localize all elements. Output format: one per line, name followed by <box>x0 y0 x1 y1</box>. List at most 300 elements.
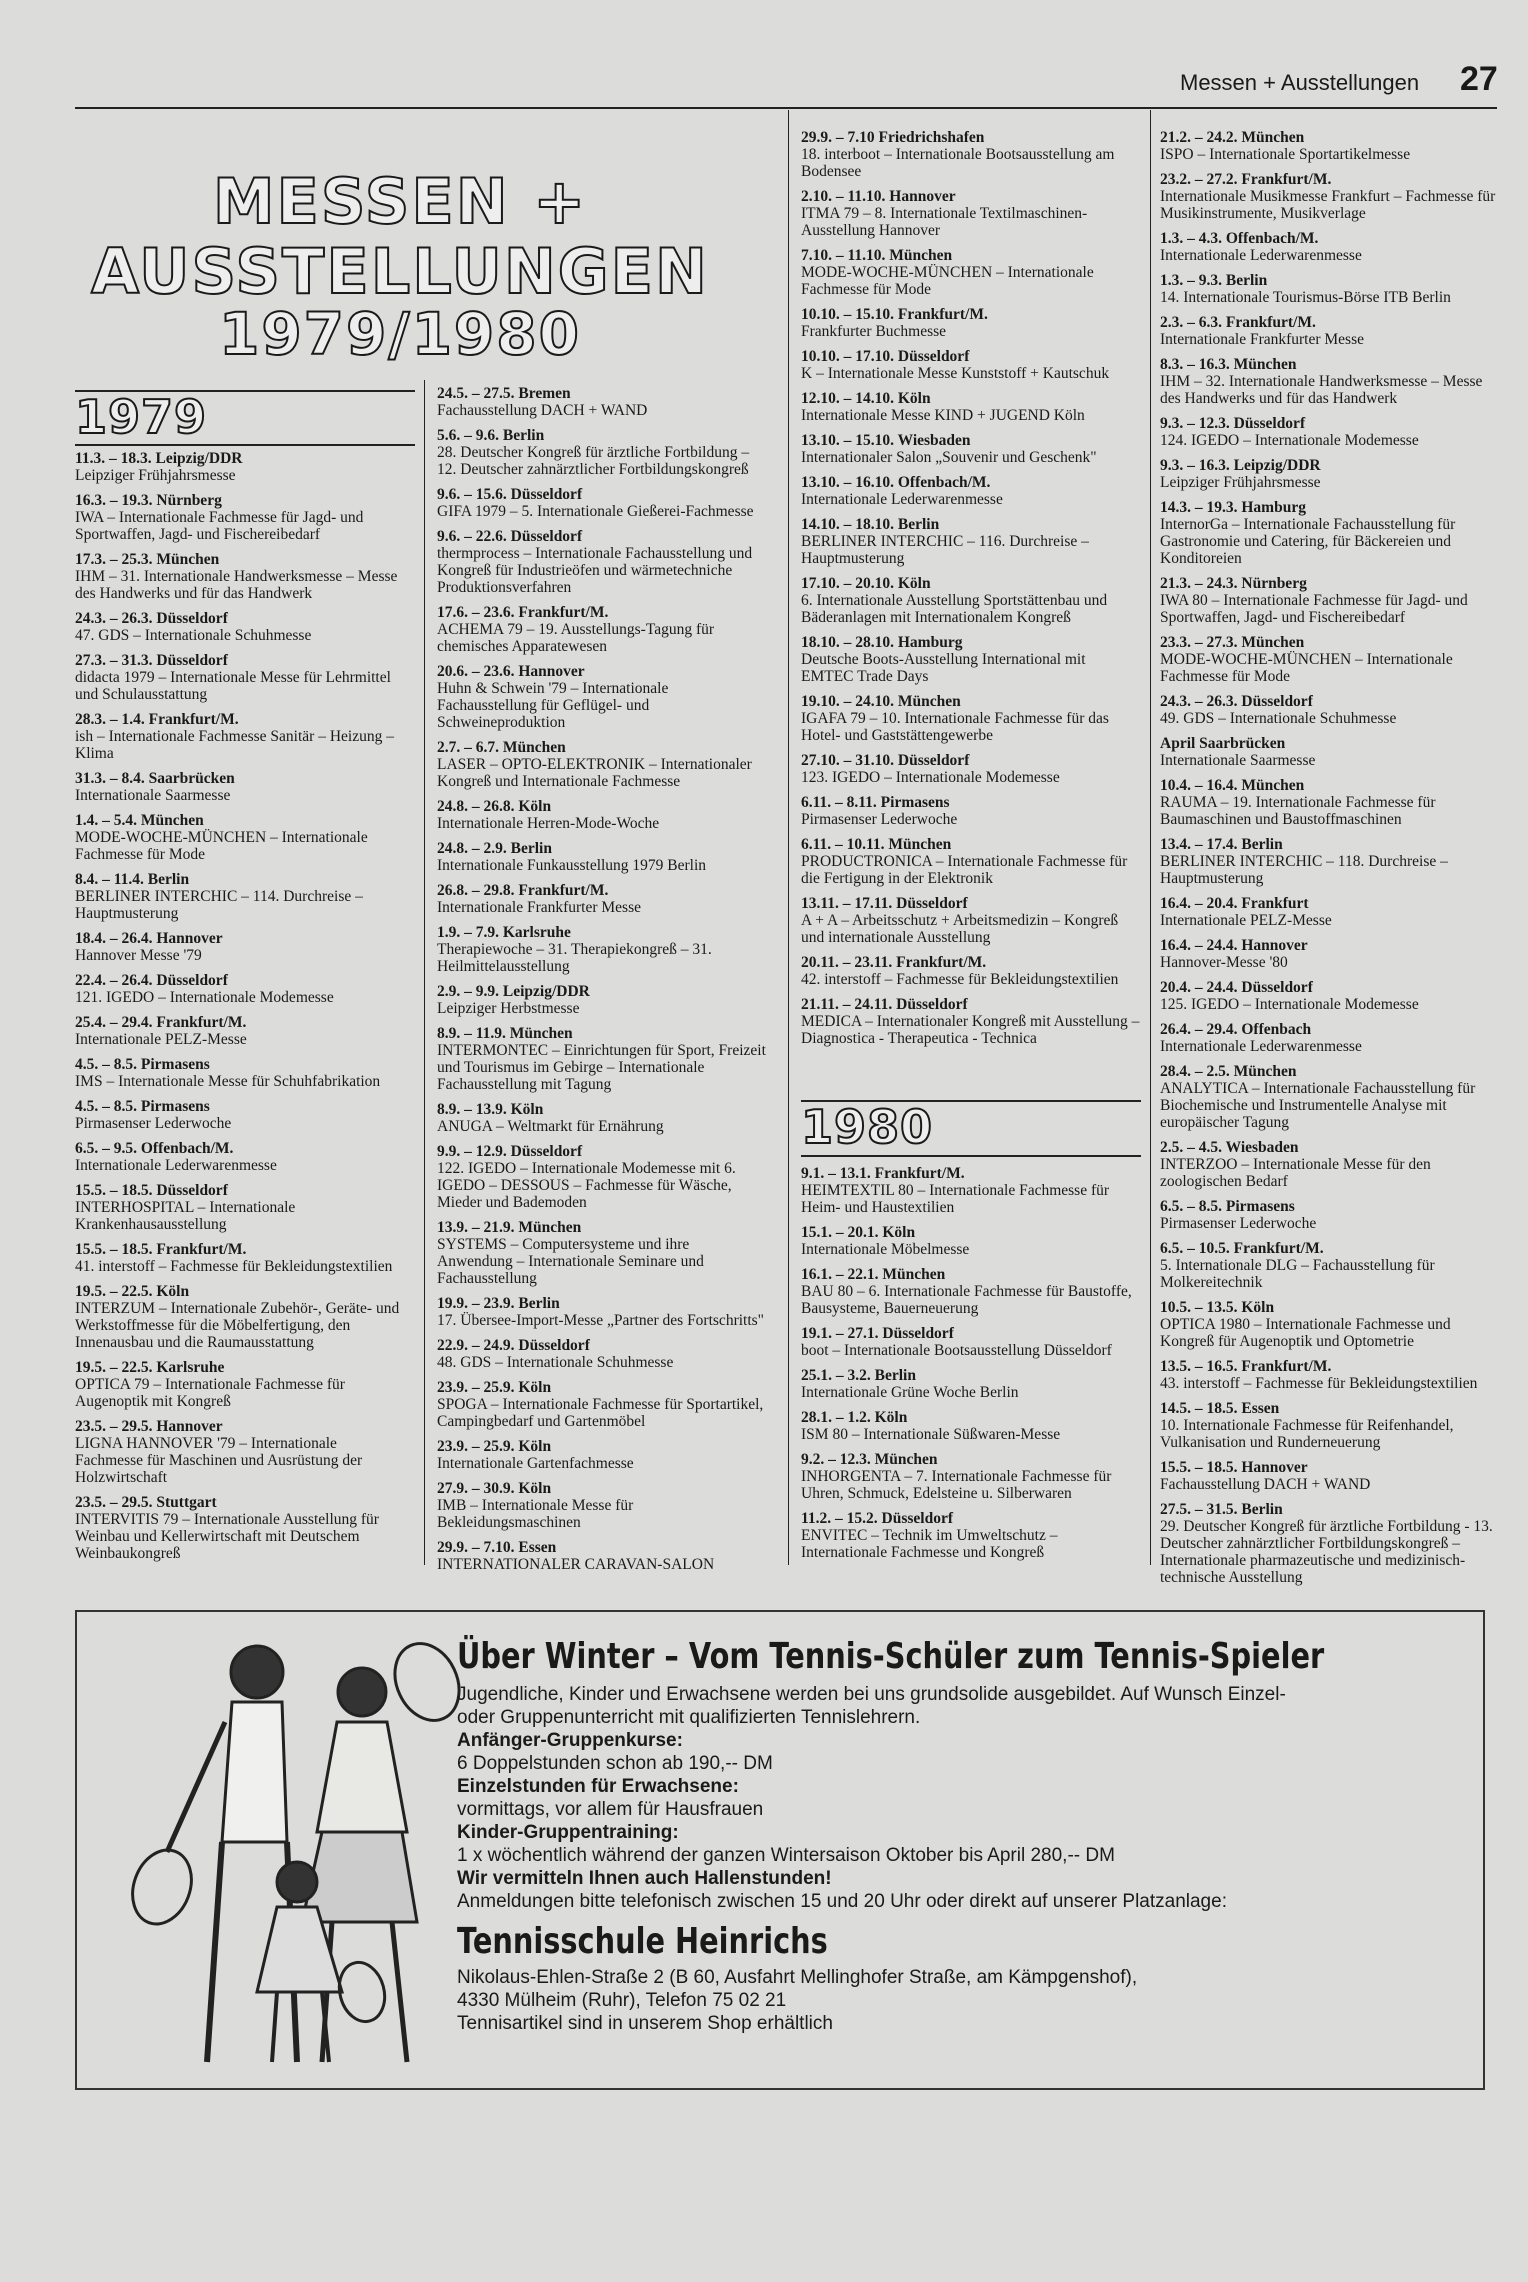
fair-entry <box>801 1165 1141 1216</box>
fair-date-location: 1.4. – 5.4. München <box>75 812 204 829</box>
fair-description: 18. interboot – Internationale Bootsausstellung am Bodensee <box>801 146 1115 180</box>
fair-date-location: 28.3. – 1.4. Frankfurt/M. <box>75 711 239 728</box>
fair-entry <box>801 188 1141 239</box>
fair-entry <box>801 348 1141 382</box>
fair-description: ENVITEC – Technik im Umweltschutz – Internationale Fachmesse und Kongreß <box>801 1527 1058 1561</box>
fair-date-location: 16.1. – 22.1. München <box>801 1266 946 1283</box>
fair-date-location: 19.1. – 27.1. Düsseldorf <box>801 1325 954 1342</box>
fair-entry <box>437 882 767 916</box>
tennis-advertisement <box>75 1610 1485 2090</box>
fair-description: ish – Internationale Fachmesse Sanitär – Heizung – Klima <box>75 728 394 762</box>
fair-date-location: 25.1. – 3.2. Berlin <box>801 1367 916 1384</box>
fair-description: Internationale Musikmesse Frankfurt – Fachmesse für Musikinstrumente, Musikverlage <box>1160 188 1496 222</box>
fair-entry <box>1160 777 1500 828</box>
fair-description: Internationale Frankfurter Messe <box>1160 331 1365 348</box>
fair-description: INTERMONTEC – Einrichtungen für Sport, Freizeit und Tourismus im Gebirge – Internationale Fachausstellung mit Tagung <box>437 1042 766 1093</box>
fair-description: 124. IGEDO – Internationale Modemesse <box>1160 432 1419 449</box>
fair-description: IMB – Internationale Messe für Bekleidungsmaschinen <box>437 1497 634 1531</box>
fair-date-location: 17.10. – 20.10. Köln <box>801 575 931 592</box>
fair-entry <box>75 972 400 1006</box>
fair-date-location: 2.10. – 11.10. Hannover <box>801 188 956 205</box>
fair-description: BAU 80 – 6. Internationale Fachmesse für Baustoffe, Bausysteme, Bauerneuerung <box>801 1283 1132 1317</box>
fair-entry <box>801 129 1141 180</box>
fair-description: IGAFA 79 – 10. Internationale Fachmesse für das Hotel- und Gaststättengewerbe <box>801 710 1109 744</box>
fair-description: Leipziger Frühjahrsmesse <box>75 467 236 484</box>
fair-entry <box>75 1283 400 1351</box>
fair-description: ANUGA – Weltmarkt für Ernährung <box>437 1118 664 1135</box>
fair-entry <box>75 1182 400 1233</box>
fair-entry <box>1160 230 1500 264</box>
fair-entry <box>1160 1240 1500 1291</box>
fair-date-location: 2.5. – 4.5. Wiesbaden <box>1160 1139 1299 1156</box>
fair-entry <box>75 1098 400 1132</box>
fair-entry <box>801 390 1141 424</box>
fair-date-location: 6.5. – 8.5. Pirmasens <box>1160 1198 1295 1215</box>
fair-date-location: 2.9. – 9.9. Leipzig/DDR <box>437 983 590 1000</box>
fair-entry <box>801 1325 1141 1359</box>
fair-date-location: 19.9. – 23.9. Berlin <box>437 1295 560 1312</box>
fair-date-location: 9.3. – 12.3. Düsseldorf <box>1160 415 1306 432</box>
fair-description: BERLINER INTERCHIC – 116. Durchreise – Hauptmusterung <box>801 533 1089 567</box>
fair-entry <box>801 895 1141 946</box>
fair-entry <box>801 1451 1141 1502</box>
ad-heading-hall: Wir vermitteln Ihnen auch Hallenstunden! <box>457 1868 832 1889</box>
fair-entry <box>75 1418 400 1486</box>
fair-entry <box>1160 129 1500 163</box>
fair-description: Fachausstellung DACH + WAND <box>1160 1476 1371 1493</box>
fair-entry <box>437 528 767 596</box>
fair-entry <box>437 385 767 419</box>
fair-description: ITMA 79 – 8. Internationale Textilmaschinen-Ausstellung Hannover <box>801 205 1088 239</box>
fair-entry <box>801 306 1141 340</box>
fair-description: OPTICA 79 – Internationale Fachmesse für Augenoptik mit Kongreß <box>75 1376 345 1410</box>
fair-description: Hannover-Messe '80 <box>1160 954 1288 971</box>
fair-description: Internationale Lederwarenmesse <box>801 491 1003 508</box>
fair-description: Pirmasenser Lederwoche <box>75 1115 232 1132</box>
tennis-family-illustration <box>107 1632 487 2072</box>
fair-entry <box>75 1359 400 1410</box>
fair-entry <box>801 1367 1141 1401</box>
fair-description: ACHEMA 79 – 19. Ausstellungs-Tagung für chemisches Apparatewesen <box>437 621 715 655</box>
fair-date-location: 20.4. – 24.4. Düsseldorf <box>1160 979 1313 996</box>
fair-entry <box>437 1480 767 1531</box>
fair-entry <box>75 930 400 964</box>
fair-entry <box>75 711 400 762</box>
fair-description: Internationale Messe KIND + JUGEND Köln <box>801 407 1085 424</box>
fair-date-location: 27.10. – 31.10. Düsseldorf <box>801 752 970 769</box>
year-heading-1979: 1979 <box>75 390 208 444</box>
fair-entry <box>1160 1139 1500 1190</box>
fair-entry <box>1160 356 1500 407</box>
fair-date-location: 1.3. – 9.3. Berlin <box>1160 272 1268 289</box>
fair-date-location: 12.10. – 14.10. Köln <box>801 390 931 407</box>
fair-description: INTERZOO – Internationale Messe für den zoologischen Bedarf <box>1160 1156 1431 1190</box>
fair-description: IWA 80 – Internationale Fachmesse für Jagd- und Sportwaffen, Jagd- und Fischereibedarf <box>1160 592 1468 626</box>
fair-date-location: 29.9. – 7.10 Friedrichshafen <box>801 129 985 146</box>
fair-entry <box>1160 314 1500 348</box>
fair-description: 122. IGEDO – Internationale Modemesse mit 6. IGEDO – DESSOUS – Fachmesse für Wäsche, Mieder und Bademoden <box>437 1160 736 1211</box>
fair-date-location: 1.9. – 7.9. Karlsruhe <box>437 924 571 941</box>
fair-entry <box>1160 895 1500 929</box>
fair-description: 5. Internationale DLG – Fachausstellung für Molkereitechnik <box>1160 1257 1435 1291</box>
fair-entry <box>1160 415 1500 449</box>
ad-shop-note: Tennisartikel sind in unserem Shop erhältlich <box>457 2013 833 2034</box>
fair-date-location: 22.4. – 26.4. Düsseldorf <box>75 972 228 989</box>
ad-text-beginners: 6 Doppelstunden schon ab 190,-- DM <box>457 1753 773 1774</box>
fair-description: InternorGa – Internationale Fachausstellung für Gastronomie und Catering, für Bäckereien und Konditoreien <box>1160 516 1456 567</box>
section-title: Messen + Ausstellungen <box>1180 70 1420 95</box>
header-rule <box>75 107 1497 109</box>
fair-date-location: 27.3. – 31.3. Düsseldorf <box>75 652 228 669</box>
fair-date-location: 24.3. – 26.3. Düsseldorf <box>75 610 228 627</box>
year-rule-1979-bottom <box>75 444 415 446</box>
fair-description: MEDICA – Internationaler Kongreß mit Ausstellung – Diagnostica - Therapeutica - Technica <box>801 1013 1140 1047</box>
fair-date-location: 9.2. – 12.3. München <box>801 1451 938 1468</box>
fair-description: Internationale Lederwarenmesse <box>1160 1038 1362 1055</box>
column-1979-b <box>437 385 767 1581</box>
fair-entry <box>1160 937 1500 971</box>
fair-description: Internationale Saarmesse <box>75 787 231 804</box>
fair-date-location: 20.6. – 23.6. Hannover <box>437 663 585 680</box>
fair-description: Internationale Möbelmesse <box>801 1241 970 1258</box>
fair-date-location: 23.9. – 25.9. Köln <box>437 1379 552 1396</box>
fair-entry <box>1160 1021 1500 1055</box>
fair-date-location: 24.3. – 26.3. Düsseldorf <box>1160 693 1313 710</box>
fair-entry <box>437 983 767 1017</box>
fair-entry <box>1160 1501 1500 1586</box>
fair-description: Leipziger Herbstmesse <box>437 1000 580 1017</box>
fair-description: Internationale Funkausstellung 1979 Berlin <box>437 857 707 874</box>
fair-description: Internationaler Salon „Souvenir und Geschenk" <box>801 449 1097 466</box>
fair-entry <box>801 1224 1141 1258</box>
year-rule-1980-bottom <box>801 1155 1141 1157</box>
fair-date-location: 19.10. – 24.10. München <box>801 693 961 710</box>
fair-date-location: 23.5. – 29.5. Hannover <box>75 1418 223 1435</box>
ad-heading-beginners: Anfänger-Gruppenkurse: <box>457 1730 683 1751</box>
main-title-line2: AUSSTELLUNGEN <box>91 235 709 308</box>
fair-description: Frankfurter Buchmesse <box>801 323 947 340</box>
fair-entry <box>437 663 767 731</box>
fair-date-location: 10.10. – 15.10. Frankfurt/M. <box>801 306 988 323</box>
fair-description: INHORGENTA – 7. Internationale Fachmesse für Uhren, Schmuck, Edelsteine u. Silberwaren <box>801 1468 1112 1502</box>
fair-date-location: 23.2. – 27.2. Frankfurt/M. <box>1160 171 1332 188</box>
fair-entry <box>437 1337 767 1371</box>
fair-entry <box>437 1438 767 1472</box>
fair-description: MODE-WOCHE-MÜNCHEN – Internationale Fachmesse für Mode <box>1160 651 1453 685</box>
fair-entry <box>801 1266 1141 1317</box>
fair-entry <box>1160 499 1500 567</box>
fair-date-location: 31.3. – 8.4. Saarbrücken <box>75 770 235 787</box>
fair-description: Internationale PELZ-Messe <box>1160 912 1332 929</box>
fair-date-location: 15.5. – 18.5. Hannover <box>1160 1459 1308 1476</box>
fair-date-location: 28.1. – 1.2. Köln <box>801 1409 908 1426</box>
fair-date-location: 23.9. – 25.9. Köln <box>437 1438 552 1455</box>
ad-intro-line2: oder Gruppenunterricht mit qualifizierten Tennislehrern. <box>457 1707 921 1728</box>
fair-date-location: 26.4. – 29.4. Offenbach <box>1160 1021 1312 1038</box>
fair-date-location: 13.9. – 21.9. München <box>437 1219 582 1236</box>
fair-entry <box>75 492 400 543</box>
fair-date-location: 8.9. – 11.9. München <box>437 1025 573 1042</box>
fair-description: A + A – Arbeitsschutz + Arbeitsmedizin – Kongreß und internationale Ausstellung <box>801 912 1119 946</box>
fair-date-location: 6.11. – 10.11. München <box>801 836 952 853</box>
fair-date-location: 9.6. – 22.6. Düsseldorf <box>437 528 583 545</box>
fair-entry <box>801 836 1141 887</box>
fair-description: 121. IGEDO – Internationale Modemesse <box>75 989 334 1006</box>
fair-description: 43. interstoff – Fachmesse für Bekleidungstextilien <box>1160 1375 1478 1392</box>
fair-entry <box>801 432 1141 466</box>
fair-date-location: 16.4. – 24.4. Hannover <box>1160 937 1308 954</box>
column-divider-1 <box>424 380 425 1565</box>
fair-entry <box>801 474 1141 508</box>
fair-description: Internationale Grüne Woche Berlin <box>801 1384 1019 1401</box>
fair-date-location: 16.4. – 20.4. Frankfurt <box>1160 895 1309 912</box>
fair-description: 6. Internationale Ausstellung Sportstättenbau und Bäderanlagen mit Internationalem Kongreß <box>801 592 1108 626</box>
fair-date-location: 13.5. – 16.5. Frankfurt/M. <box>1160 1358 1332 1375</box>
fair-date-location: 4.5. – 8.5. Pirmasens <box>75 1098 210 1115</box>
fair-entry <box>801 996 1141 1047</box>
ad-address-line2: 4330 Mülheim (Ruhr), Telefon 75 02 21 <box>457 1990 787 2011</box>
fair-date-location: 15.1. – 20.1. Köln <box>801 1224 916 1241</box>
fair-entry <box>437 1295 767 1329</box>
column-divider-2 <box>788 110 789 1565</box>
fair-description: 42. interstoff – Fachmesse für Bekleidungstextilien <box>801 971 1119 988</box>
fair-date-location: 6.5. – 9.5. Offenbach/M. <box>75 1140 234 1157</box>
fair-date-location: 2.3. – 6.3. Frankfurt/M. <box>1160 314 1316 331</box>
fair-date-location: 24.8. – 2.9. Berlin <box>437 840 552 857</box>
fair-description: SPOGA – Internationale Fachmesse für Sportartikel, Campingbedarf und Gartenmöbel <box>437 1396 764 1430</box>
fair-entry <box>75 551 400 602</box>
ad-text <box>457 1636 1467 2035</box>
fair-date-location: 10.10. – 17.10. Düsseldorf <box>801 348 970 365</box>
fair-entry <box>1160 1358 1500 1392</box>
fair-description: Therapiewoche – 31. Therapiekongreß – 31. Heilmittelausstellung <box>437 941 712 975</box>
fair-description: BERLINER INTERCHIC – 118. Durchreise – Hauptmusterung <box>1160 853 1448 887</box>
fair-entry <box>75 770 400 804</box>
fair-date-location: 17.3. – 25.3. München <box>75 551 220 568</box>
fair-date-location: 27.5. – 31.5. Berlin <box>1160 1501 1283 1518</box>
fair-description: INTERNATIONALER CARAVAN-SALON <box>437 1556 715 1573</box>
fair-date-location: 13.10. – 15.10. Wiesbaden <box>801 432 971 449</box>
fair-entry <box>801 954 1141 988</box>
fair-entry <box>801 1409 1141 1443</box>
fair-entry <box>1160 272 1500 306</box>
fair-description: INTERZUM – Internationale Zubehör-, Geräte- und Werkstoffmesse für die Möbelfertigung, den Innenausbau und die Raumausstattung <box>75 1300 400 1351</box>
fair-date-location: 18.4. – 26.4. Hannover <box>75 930 223 947</box>
fair-date-location: 10.4. – 16.4. München <box>1160 777 1305 794</box>
fair-entry <box>1160 836 1500 887</box>
fair-date-location: 8.4. – 11.4. Berlin <box>75 871 190 888</box>
fair-description: 49. GDS – Internationale Schuhmesse <box>1160 710 1397 727</box>
fair-description: 28. Deutscher Kongreß für ärztliche Fortbildung – 12. Deutscher zahnärztlicher Fortbildungskongreß <box>437 444 750 478</box>
fair-date-location: 20.11. – 23.11. Frankfurt/M. <box>801 954 987 971</box>
fair-entry <box>1160 575 1500 626</box>
fair-description: LASER – OPTO-ELEKTRONIK – Internationaler Kongreß und Internationale Fachmesse <box>437 756 752 790</box>
fair-entry <box>437 739 767 790</box>
fair-description: Leipziger Frühjahrsmesse <box>1160 474 1321 491</box>
fair-entry <box>437 1143 767 1211</box>
fair-description: K – Internationale Messe Kunststoff + Kautschuk <box>801 365 1110 382</box>
fair-entry <box>801 752 1141 786</box>
ad-intro-line1: Jugendliche, Kinder und Erwachsene werden bei uns grundsolide ausgebildet. Auf Wunsch Einzel- <box>457 1684 1286 1705</box>
fair-date-location: 5.6. – 9.6. Berlin <box>437 427 545 444</box>
fair-description: Internationale Gartenfachmesse <box>437 1455 634 1472</box>
fair-entry <box>437 1539 767 1573</box>
column-1980-a <box>801 1165 1141 1569</box>
year-heading-1980: 1980 <box>801 1100 934 1154</box>
fair-entry <box>437 1379 767 1430</box>
fair-description: 123. IGEDO – Internationale Modemesse <box>801 769 1060 786</box>
column-1979-a <box>75 450 400 1570</box>
fair-entry <box>437 1219 767 1287</box>
fair-date-location: 26.8. – 29.8. Frankfurt/M. <box>437 882 609 899</box>
fair-description: 29. Deutscher Kongreß für ärztliche Fortbildung - 13. Deutscher zahnärztlicher Fortbildungskongreß – Internationale pharmazeutische und medizinisch-technische Ausstellung <box>1160 1518 1493 1586</box>
fair-description: Pirmasenser Lederwoche <box>1160 1215 1317 1232</box>
fair-description: MODE-WOCHE-MÜNCHEN – Internationale Fachmesse für Mode <box>75 829 368 863</box>
ad-address-line1: Nikolaus-Ehlen-Straße 2 (B 60, Ausfahrt Mellinghofer Straße, am Kämpgenshof), <box>457 1967 1138 1988</box>
fair-date-location: 6.5. – 10.5. Frankfurt/M. <box>1160 1240 1324 1257</box>
fair-description: LIGNA HANNOVER '79 – Internationale Fachmesse für Maschinen und Ausrüstung der Holzwirtschaft <box>75 1435 363 1486</box>
fair-description: PRODUCTRONICA – Internationale Fachmesse für die Fertigung in der Elektronik <box>801 853 1128 887</box>
fair-entry <box>1160 1459 1500 1493</box>
fair-date-location: 9.6. – 15.6. Düsseldorf <box>437 486 583 503</box>
fair-entry <box>75 1014 400 1048</box>
fair-date-location: 13.4. – 17.4. Berlin <box>1160 836 1283 853</box>
fair-date-location: 22.9. – 24.9. Düsseldorf <box>437 1337 590 1354</box>
fair-entry <box>75 1241 400 1275</box>
ad-school-name: Tennisschule Heinrichs <box>457 1921 828 1962</box>
fair-date-location: 7.10. – 11.10. München <box>801 247 953 264</box>
fair-entry <box>1160 171 1500 222</box>
fair-entry <box>75 450 400 484</box>
fair-date-location: 24.5. – 27.5. Bremen <box>437 385 571 402</box>
fair-description: 14. Internationale Tourismus-Börse ITB Berlin <box>1160 289 1451 306</box>
fair-entry <box>801 516 1141 567</box>
fair-description: 47. GDS – Internationale Schuhmesse <box>75 627 312 644</box>
column-1979-c <box>801 129 1141 1055</box>
fair-date-location: 16.3. – 19.3. Nürnberg <box>75 492 222 509</box>
fair-date-location: 27.9. – 30.9. Köln <box>437 1480 552 1497</box>
fair-description: ISM 80 – Internationale Süßwaren-Messe <box>801 1426 1061 1443</box>
fair-entry <box>75 652 400 703</box>
fair-date-location: 19.5. – 22.5. Karlsruhe <box>75 1359 225 1376</box>
fair-date-location: 21.11. – 24.11. Düsseldorf <box>801 996 968 1013</box>
fair-entry <box>437 798 767 832</box>
fair-description: MODE-WOCHE-MÜNCHEN – Internationale Fachmesse für Mode <box>801 264 1094 298</box>
ad-text-children: 1 x wöchentlich während der ganzen Wintersaison Oktober bis April 280,-- DM <box>457 1845 1115 1866</box>
fair-entry <box>437 427 767 478</box>
fair-description: INTERVITIS 79 – Internationale Ausstellung für Weinbau und Kellerwirtschaft mit Deutschem Weinbaukongreß <box>75 1511 379 1562</box>
fair-description: Pirmasenser Lederwoche <box>801 811 958 828</box>
fair-entry <box>1160 693 1500 727</box>
fair-date-location: 11.2. – 15.2. Düsseldorf <box>801 1510 953 1527</box>
fair-date-location: 14.10. – 18.10. Berlin <box>801 516 940 533</box>
fair-description: Internationale Frankfurter Messe <box>437 899 642 916</box>
fair-entry <box>1160 1299 1500 1350</box>
fair-entry <box>1160 979 1500 1013</box>
fair-entry <box>801 693 1141 744</box>
fair-date-location: 9.9. – 12.9. Düsseldorf <box>437 1143 583 1160</box>
fair-entry <box>75 871 400 922</box>
fair-description: INTERHOSPITAL – Internationale Krankenhausausstellung <box>75 1199 296 1233</box>
fair-entry <box>801 794 1141 828</box>
fair-entry <box>437 924 767 975</box>
fair-description: Internationale Herren-Mode-Woche <box>437 815 660 832</box>
fair-description: thermprocess – Internationale Fachausstellung und Kongreß für Industrieöfen und wärmetechniche Produktionsverfahren <box>437 545 753 596</box>
fair-description: 10. Internationale Fachmesse für Reifenhandel, Vulkanisation und Runderneuerung <box>1160 1417 1454 1451</box>
column-divider-3 <box>1150 110 1151 1565</box>
fair-date-location: 21.3. – 24.3. Nürnberg <box>1160 575 1307 592</box>
fair-description: GIFA 1979 – 5. Internationale Gießerei-Fachmesse <box>437 503 754 520</box>
fair-description: OPTICA 1980 – Internationale Fachmesse und Kongreß für Augenoptik und Optometrie <box>1160 1316 1451 1350</box>
fair-entry <box>1160 1198 1500 1232</box>
fair-description: 17. Übersee-Import-Messe „Partner des Fortschritts" <box>437 1312 765 1329</box>
fair-date-location: 10.5. – 13.5. Köln <box>1160 1299 1275 1316</box>
fair-entry <box>437 604 767 655</box>
fair-description: boot – Internationale Bootsausstellung Düsseldorf <box>801 1342 1112 1359</box>
fair-entry <box>1160 1063 1500 1131</box>
fair-description: Internationale Saarmesse <box>1160 752 1316 769</box>
fair-description: 48. GDS – Internationale Schuhmesse <box>437 1354 674 1371</box>
fair-description: IHM – 32. Internationale Handwerksmesse – Messe des Handwerks und für das Handwerk <box>1160 373 1483 407</box>
fair-date-location: 9.1. – 13.1. Frankfurt/M. <box>801 1165 965 1182</box>
fair-entry <box>801 1510 1141 1561</box>
fair-date-location: 6.11. – 8.11. Pirmasens <box>801 794 950 811</box>
fair-entry <box>1160 735 1500 769</box>
fair-date-location: 14.3. – 19.3. Hamburg <box>1160 499 1306 516</box>
ad-text-registration: Anmeldungen bitte telefonisch zwischen 15 und 20 Uhr oder direkt auf unserer Platzanlage: <box>457 1891 1227 1912</box>
fair-description: Internationale Lederwarenmesse <box>1160 247 1362 264</box>
fair-description: didacta 1979 – Internationale Messe für Lehrmittel und Schulausstattung <box>75 669 391 703</box>
fair-date-location: 13.11. – 17.11. Düsseldorf <box>801 895 968 912</box>
fair-description: 41. interstoff – Fachmesse für Bekleidungstextilien <box>75 1258 393 1275</box>
fair-date-location: 1.3. – 4.3. Offenbach/M. <box>1160 230 1319 247</box>
fair-description: Huhn & Schwein '79 – Internationale Fachausstellung für Geflügel- und Schweineproduktion <box>437 680 669 731</box>
fair-entry <box>75 1494 400 1562</box>
fair-date-location: 28.4. – 2.5. München <box>1160 1063 1297 1080</box>
fair-description: IMS – Internationale Messe für Schuhfabrikation <box>75 1073 381 1090</box>
fair-date-location: 24.8. – 26.8. Köln <box>437 798 552 815</box>
fair-entry <box>437 1025 767 1093</box>
fair-description: SYSTEMS – Computersysteme und ihre Anwendung – Internationale Seminare und Fachausstellung <box>437 1236 704 1287</box>
fair-date-location: 15.5. – 18.5. Düsseldorf <box>75 1182 228 1199</box>
fair-entry <box>801 575 1141 626</box>
fair-entry <box>437 1101 767 1135</box>
ad-heading-adults: Einzelstunden für Erwachsene: <box>457 1776 739 1797</box>
fair-entry <box>75 610 400 644</box>
fair-description: Deutsche Boots-Ausstellung International mit EMTEC Trade Days <box>801 651 1086 685</box>
fair-date-location: 17.6. – 23.6. Frankfurt/M. <box>437 604 609 621</box>
fair-date-location: 29.9. – 7.10. Essen <box>437 1539 557 1556</box>
fair-entry <box>801 634 1141 685</box>
fair-date-location: 19.5. – 22.5. Köln <box>75 1283 190 1300</box>
fair-description: BERLINER INTERCHIC – 114. Durchreise – Hauptmusterung <box>75 888 363 922</box>
fair-date-location: 15.5. – 18.5. Frankfurt/M. <box>75 1241 247 1258</box>
main-title-line3: 1979/1980 <box>218 300 582 368</box>
fair-description: HEIMTEXTIL 80 – Internationale Fachmesse für Heim- und Haustextilien <box>801 1182 1110 1216</box>
fair-date-location: 8.3. – 16.3. München <box>1160 356 1297 373</box>
fair-description: ISPO – Internationale Sportartikelmesse <box>1160 146 1411 163</box>
page-number: 27 <box>1460 60 1498 98</box>
fair-entry <box>437 840 767 874</box>
fair-entry <box>437 486 767 520</box>
fair-description: IHM – 31. Internationale Handwerksmesse – Messe des Handwerks und für das Handwerk <box>75 568 398 602</box>
fair-entry <box>1160 457 1500 491</box>
fair-date-location: 13.10. – 16.10. Offenbach/M. <box>801 474 991 491</box>
fair-date-location: 25.4. – 29.4. Frankfurt/M. <box>75 1014 247 1031</box>
fair-description: Internationale Lederwarenmesse <box>75 1157 277 1174</box>
fair-date-location: 14.5. – 18.5. Essen <box>1160 1400 1280 1417</box>
column-1980-b <box>1160 129 1500 1594</box>
